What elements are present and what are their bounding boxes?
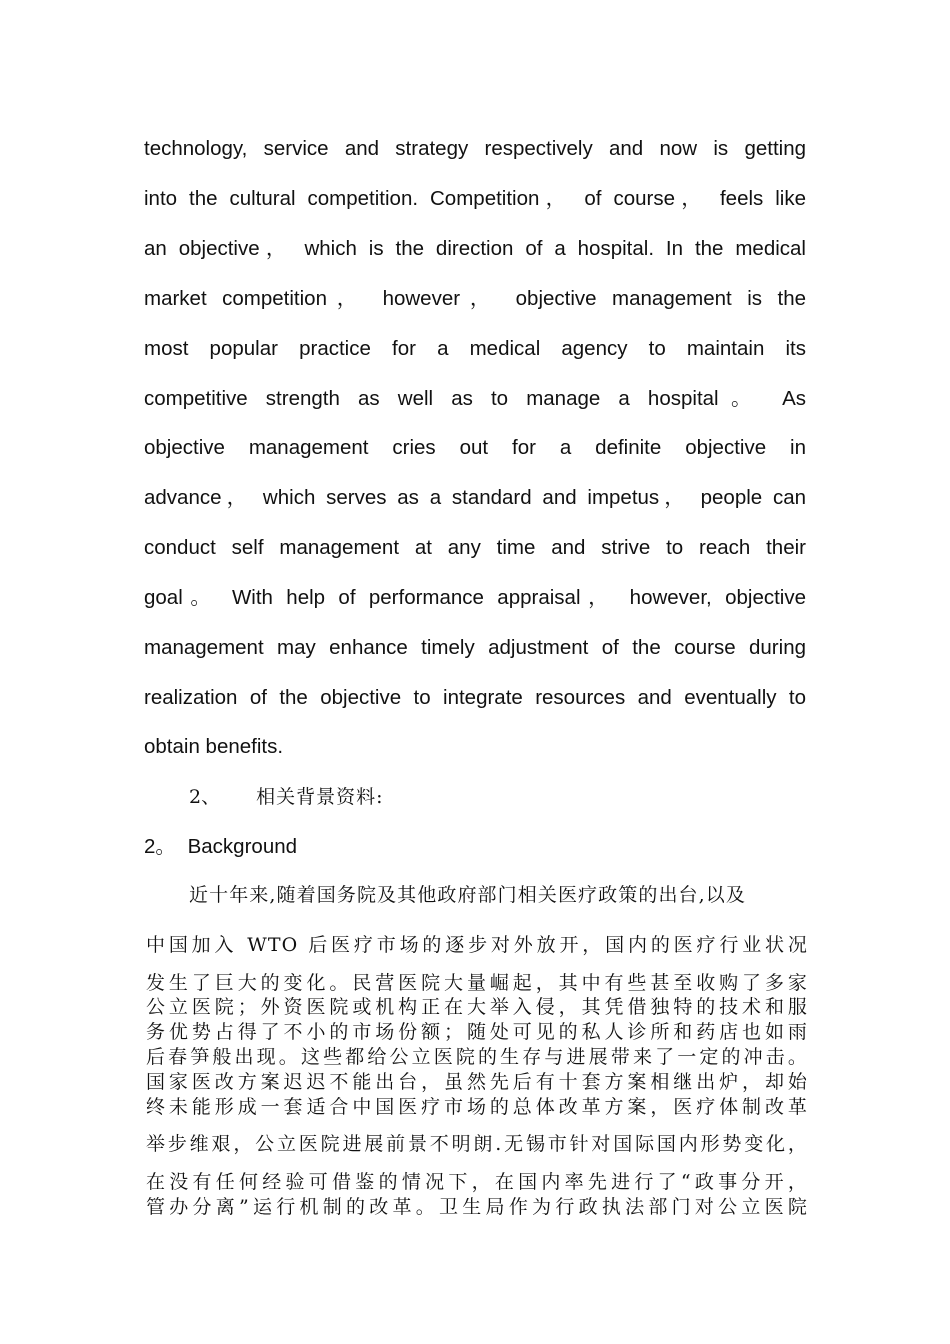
english-paragraph-line: competitive strength as well as to manage a hospital。 As	[144, 387, 806, 410]
chinese-paragraph-line: 务优势占得了不小的市场份额；随处可见的私人诊所和药店也如雨	[146, 1021, 808, 1043]
section-title: Background	[187, 835, 298, 858]
chinese-paragraph-line: 中国加入 WTO 后医疗市场的逐步对外放开，国内的医疗行业状况	[146, 934, 808, 956]
section-heading-en	[144, 835, 297, 859]
chinese-paragraph-line: 举步维艰，公立医院进展前景不明朗.无锡市针对国际国内形势变化，	[146, 1133, 808, 1155]
english-paragraph-line: realization of the objective to integrate resources and eventually to	[144, 686, 806, 709]
chinese-paragraph-line: 发生了巨大的变化。民营医院大量崛起，其中有些甚至收购了多家	[146, 972, 808, 994]
section-title: 相关背景资料:	[256, 786, 384, 808]
english-paragraph-line: conduct self management at any time and strive to reach their	[144, 536, 806, 559]
english-paragraph-line: advance， which serves as a standard and impetus， people can	[144, 486, 806, 509]
section-number: 2。	[144, 835, 176, 858]
english-paragraph-line: into the cultural competition. Competition， of course， feels like	[144, 187, 806, 210]
english-paragraph-line: most popular practice for a medical agency to maintain its	[144, 337, 806, 360]
english-paragraph-line: obtain benefits.	[144, 735, 284, 758]
section-heading-cn	[189, 785, 384, 809]
chinese-paragraph-line: 管办分离”运行机制的改革。卫生局作为行政执法部门对公立医院	[146, 1196, 808, 1218]
english-paragraph-line: management may enhance timely adjustment of the course during	[144, 636, 806, 659]
chinese-paragraph-line: 后春笋般出现。这些都给公立医院的生存与进展带来了一定的冲击。	[146, 1046, 808, 1068]
english-paragraph-line: goal。 With help of performance appraisal， however, objective	[144, 586, 806, 609]
chinese-paragraph-line: 终未能形成一套适合中国医疗市场的总体改革方案，医疗体制改革	[146, 1096, 808, 1118]
english-paragraph-line: objective management cries out for a definite objective in	[144, 436, 806, 459]
chinese-paragraph-line: 公立医院；外资医院或机构正在大举入侵，其凭借独特的技术和服	[146, 996, 808, 1018]
chinese-paragraph-line: 近十年来,随着国务院及其他政府部门相关医疗政策的出台,以及	[189, 884, 746, 906]
english-paragraph-line: market competition， however， objective management is the	[144, 287, 806, 310]
section-number: 2、	[189, 786, 221, 808]
chinese-paragraph-line: 在没有任何经验可借鉴的情况下，在国内率先进行了“政事分开，	[146, 1171, 808, 1193]
english-paragraph-line: an objective， which is the direction of a hospital. In the medical	[144, 237, 806, 260]
chinese-paragraph-line: 国家医改方案迟迟不能出台，虽然先后有十套方案相继出炉，却始	[146, 1071, 808, 1093]
english-paragraph-line: technology, service and strategy respectively and now is getting	[144, 137, 806, 160]
